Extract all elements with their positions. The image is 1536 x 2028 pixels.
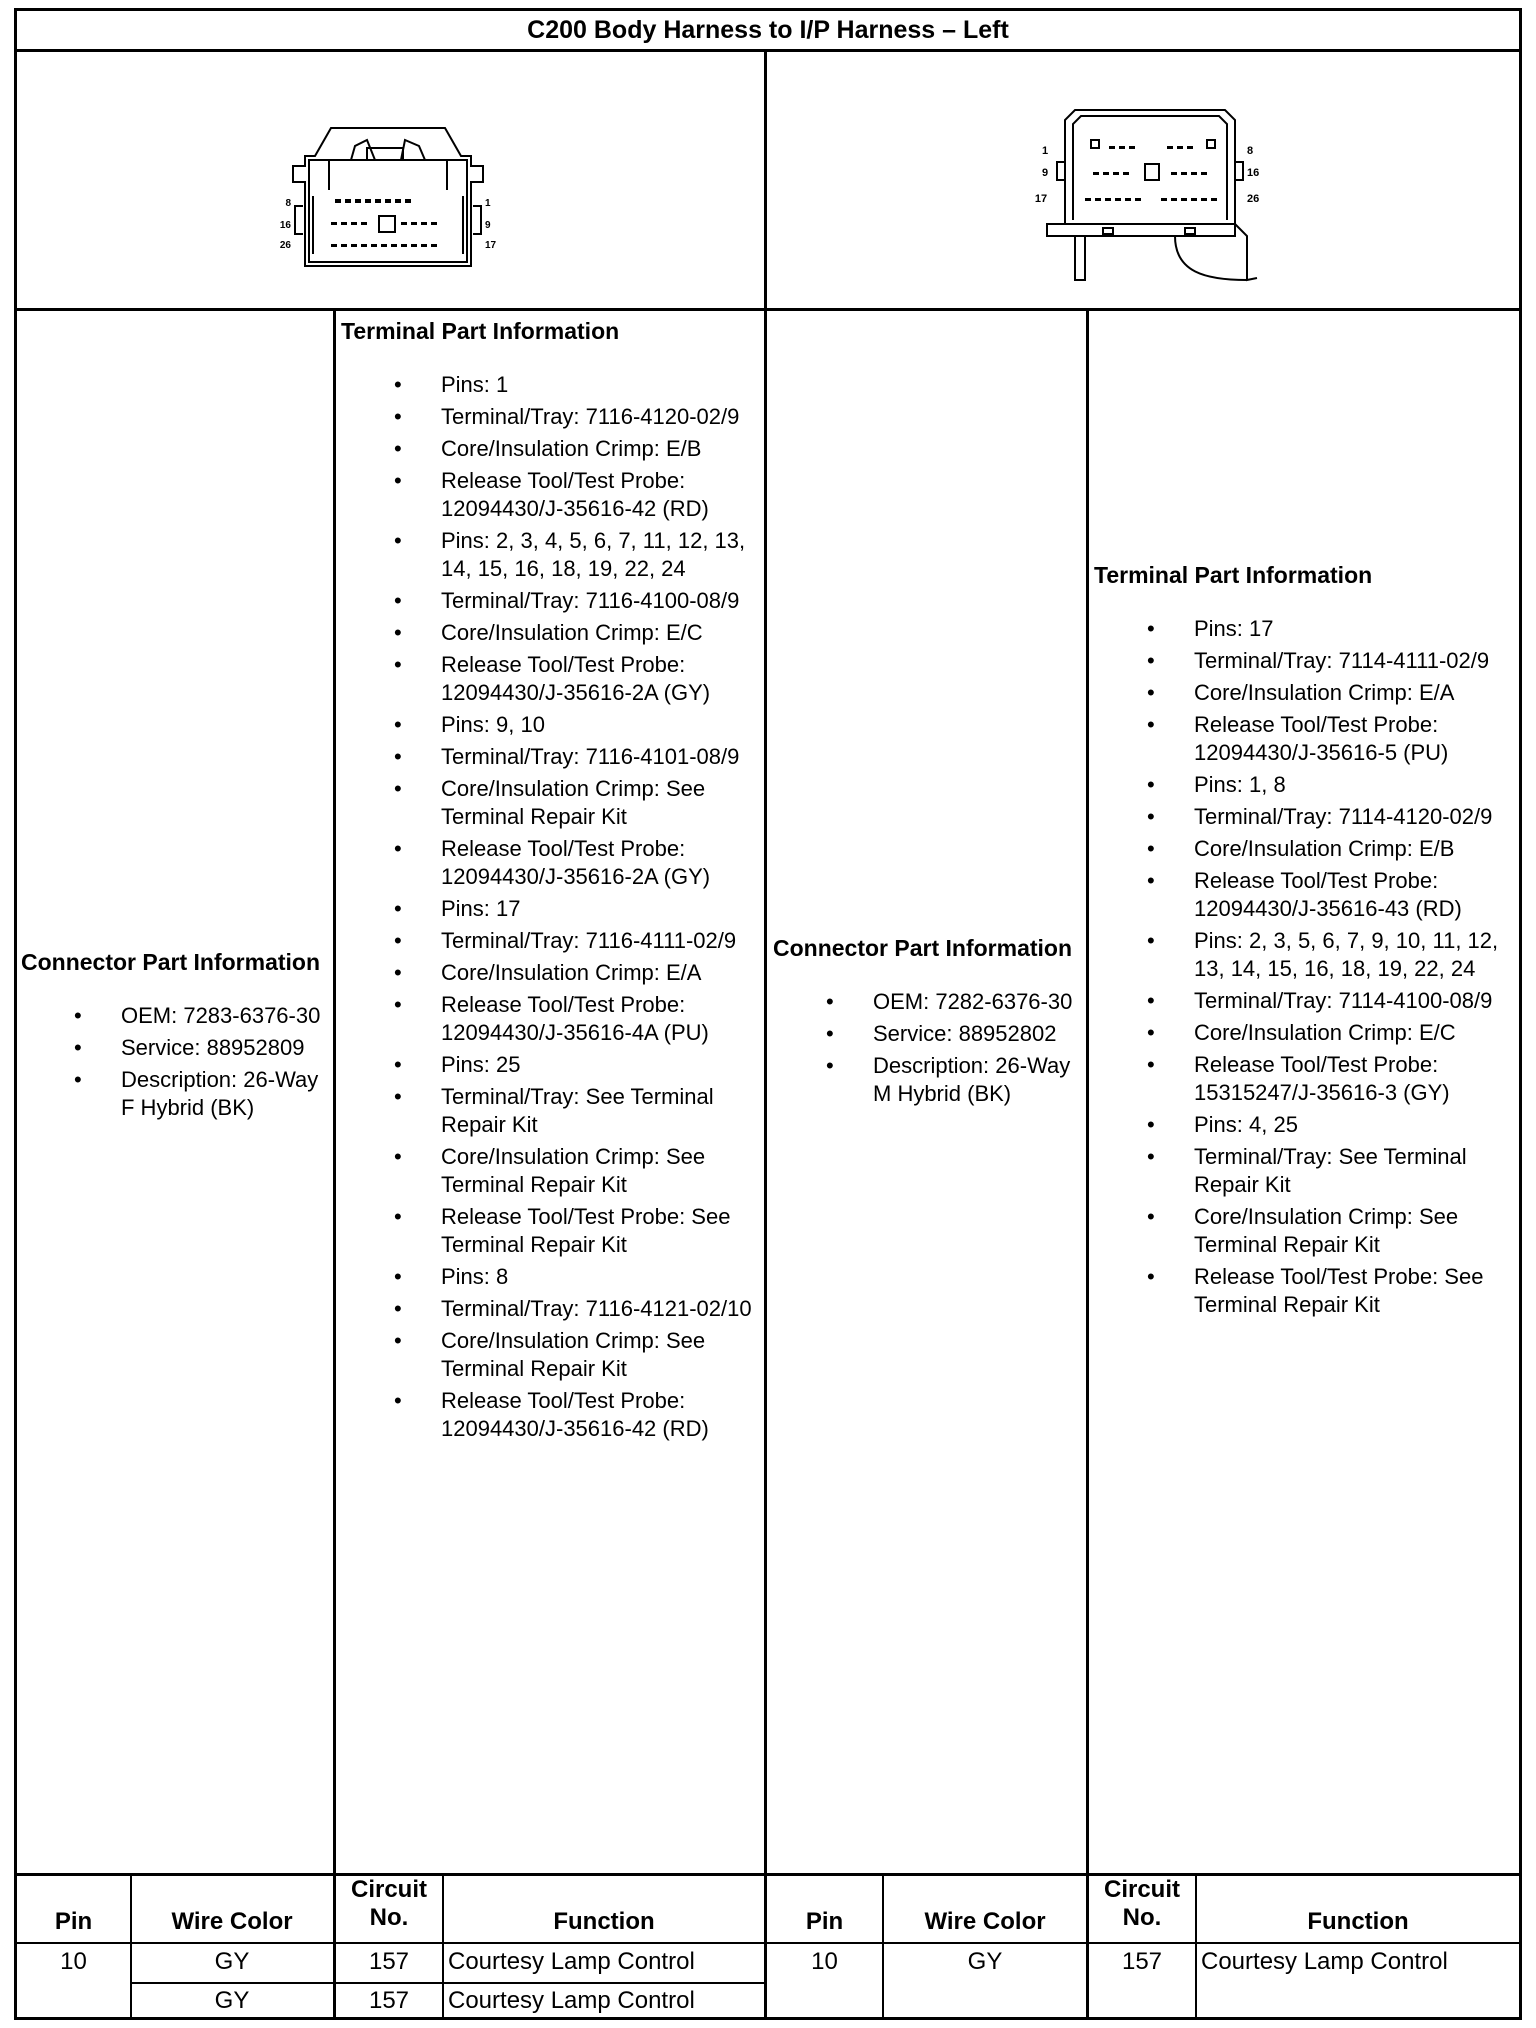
bullet-item: • Pins: 25 [341, 1051, 761, 1079]
bullet-item: • Service: 88952802 [773, 1020, 1083, 1048]
bullet-item: • Description: 26-Way M Hybrid (BK) [773, 1052, 1083, 1108]
terminal-part-header: Terminal Part Information [341, 318, 620, 344]
row-left-2-circuit: 157 [368, 1987, 410, 2014]
col-header-pin: Pin [805, 1908, 844, 1935]
bullet-item: • Release Tool/Test Probe: See Terminal Repair Kit [341, 1203, 761, 1259]
pin-label-8: 8 [1247, 145, 1254, 157]
col-header-wire-color: Wire Color [171, 1908, 293, 1935]
row-right-1-circuit: 157 [1121, 1948, 1163, 1975]
terminal-part-info-f [341, 317, 761, 1447]
table-header-divider [14, 1942, 1522, 1944]
pin-label-26: 26 [279, 240, 291, 251]
bullet-item: • Terminal/Tray: 7114-4120-02/9 [1094, 803, 1518, 831]
bullet-item: • Pins: 2, 3, 5, 6, 7, 9, 10, 11, 12, 13, 14, 15, 16, 18, 19, 22, 24 [1094, 927, 1518, 983]
bullet-item: • Release Tool/Test Probe: 12094430/J-35616-2A (GY) [341, 651, 761, 707]
bullet-item: • OEM: 7282-6376-30 [773, 988, 1083, 1016]
row-right-1-function: Courtesy Lamp Control [1201, 1948, 1448, 1975]
row-left-2-function: Courtesy Lamp Control [448, 1987, 695, 2014]
col-header-pin: Pin [54, 1908, 93, 1935]
bullet-item: • Release Tool/Test Probe: 15315247/J-35616-3 (GY) [1094, 1051, 1518, 1107]
pin-label-9: 9 [1041, 167, 1049, 179]
terminal-group [341, 1263, 761, 1443]
row-right-1-wire-color: GY [967, 1948, 1003, 1975]
pin-label-1: 1 [485, 198, 491, 209]
bullet-item: • Core/Insulation Crimp: See Terminal Repair Kit [341, 775, 761, 831]
title-divider [14, 49, 1522, 52]
bullet-item: • Pins: 4, 25 [1094, 1111, 1518, 1139]
pin-label-16: 16 [1247, 167, 1260, 179]
row-left-1-function: Courtesy Lamp Control [448, 1948, 695, 1975]
bullet-item: • Core/Insulation Crimp: See Terminal Repair Kit [1094, 1203, 1518, 1259]
pin-label-26: 26 [1247, 193, 1260, 205]
bullet-item: • Release Tool/Test Probe: 12094430/J-35616-5 (PU) [1094, 711, 1518, 767]
connector-part-header: Connector Part Information [21, 949, 321, 975]
bullet-item: • Terminal/Tray: 7114-4100-08/9 [1094, 987, 1518, 1015]
bullet-item: • Pins: 9, 10 [341, 711, 761, 739]
bullet-item: • Pins: 1 [341, 371, 761, 399]
bullet-item: • Pins: 17 [1094, 615, 1518, 643]
bullet-item: • Terminal/Tray: 7116-4101-08/9 [341, 743, 761, 771]
bullet-item: • Description: 26-Way F Hybrid (BK) [21, 1066, 331, 1122]
table-col-left-circuit [442, 1873, 444, 2020]
table-row-divider-left [132, 1982, 765, 1984]
pin-label-16: 16 [279, 220, 291, 231]
connector-part-info-m [773, 934, 1083, 1112]
table-top-divider [14, 1873, 1522, 1876]
terminal-group [1094, 927, 1518, 1107]
pin-label-1: 1 [1041, 145, 1049, 157]
row-right-1-pin: 10 [811, 1948, 838, 1975]
bullet-item: • OEM: 7283-6376-30 [21, 1002, 331, 1030]
terminal-group [341, 527, 761, 707]
pin-label-8: 8 [285, 198, 291, 209]
bullet-item: • Core/Insulation Crimp: E/B [341, 435, 761, 463]
bullet-item: • Core/Insulation Crimp: See Terminal Repair Kit [341, 1143, 761, 1199]
col-header-circuit [336, 1876, 442, 1932]
bullet-item: • Release Tool/Test Probe: 12094430/J-35616-43 (RD) [1094, 867, 1518, 923]
bullet-item: • Pins: 17 [341, 895, 761, 923]
bullet-item: • Release Tool/Test Probe: 12094430/J-35616-2A (GY) [341, 835, 761, 891]
bullet-item: • Terminal/Tray: 7116-4121-02/10 [341, 1295, 761, 1323]
col-header-function: Function [553, 1908, 655, 1935]
terminal-group [341, 895, 761, 1047]
connector-part-header: Connector Part Information [773, 935, 1073, 961]
row-left-1-circuit: 157 [368, 1948, 410, 1975]
bullet-item: • Terminal/Tray: 7114-4111-02/9 [1094, 647, 1518, 675]
bullet-item: • Core/Insulation Crimp: E/C [1094, 1019, 1518, 1047]
page-title: C200 Body Harness to I/P Harness – Left [527, 16, 1009, 44]
bullet-item: • Pins: 8 [341, 1263, 761, 1291]
col-header-function: Function [1307, 1908, 1409, 1935]
circuit-line2: No. [369, 1904, 409, 1931]
bullet-item: • Terminal/Tray: See Terminal Repair Kit [1094, 1143, 1518, 1199]
col-header-circuit [1089, 1876, 1195, 1932]
terminal-part-header: Terminal Part Information [1094, 562, 1373, 588]
row-left-1-wire-color: GY [214, 1948, 250, 1975]
table-col-right-circuit [1195, 1873, 1197, 2020]
terminal-group [341, 711, 761, 891]
pin-label-17: 17 [1034, 193, 1048, 205]
frame-top [14, 8, 1522, 11]
bullet-item: • Core/Insulation Crimp: E/C [341, 619, 761, 647]
bullet-item: • Release Tool/Test Probe: See Terminal Repair Kit [1094, 1263, 1518, 1319]
frame-bottom [14, 2017, 1522, 2020]
connector-part-info-f [21, 948, 331, 1126]
bullet-item: • Release Tool/Test Probe: 12094430/J-35616-4A (PU) [341, 991, 761, 1047]
bullet-item: • Terminal/Tray: 7116-4111-02/9 [341, 927, 761, 955]
bullet-item: • Pins: 1, 8 [1094, 771, 1518, 799]
col-header-wire-color: Wire Color [924, 1908, 1046, 1935]
bullet-item: • Core/Insulation Crimp: See Terminal Repair Kit [341, 1327, 761, 1383]
bullet-item: • Core/Insulation Crimp: E/B [1094, 835, 1518, 863]
terminal-group [1094, 771, 1518, 923]
bullet-item: • Release Tool/Test Probe: 12094430/J-35616-42 (RD) [341, 1387, 761, 1443]
circuit-line2: No. [1122, 1904, 1162, 1931]
bullet-item: • Release Tool/Test Probe: 12094430/J-35616-42 (RD) [341, 467, 761, 523]
connector-f-diagram [279, 120, 505, 270]
bullet-item: • Terminal/Tray: See Terminal Repair Kit [341, 1083, 761, 1139]
bullet-item: • Terminal/Tray: 7116-4100-08/9 [341, 587, 761, 615]
row-left-1-pin: 10 [60, 1948, 87, 1975]
connector-m-diagram [1025, 102, 1270, 282]
terminal-group [1094, 1111, 1518, 1319]
center-divider [764, 49, 767, 2020]
terminal-group [1094, 615, 1518, 767]
row-left-2-wire-color: GY [214, 1987, 250, 2014]
terminal-part-info-m [1094, 561, 1518, 1323]
pin-label-9: 9 [485, 220, 491, 231]
image-divider [14, 308, 1522, 311]
bullet-item: • Service: 88952809 [21, 1034, 331, 1062]
left-info-divider [333, 308, 336, 2020]
bullet-item: • Terminal/Tray: 7116-4120-02/9 [341, 403, 761, 431]
bullet-item: • Core/Insulation Crimp: E/A [341, 959, 761, 987]
pin-label-17: 17 [485, 240, 497, 251]
bullet-item: • Pins: 2, 3, 4, 5, 6, 7, 11, 12, 13, 14, 15, 16, 18, 19, 22, 24 [341, 527, 761, 583]
bullet-item: • Core/Insulation Crimp: E/A [1094, 679, 1518, 707]
terminal-group [341, 371, 761, 523]
circuit-line1: Circuit [1103, 1876, 1180, 1903]
circuit-line1: Circuit [350, 1876, 427, 1903]
terminal-group [341, 1051, 761, 1259]
right-info-divider [1086, 308, 1089, 2020]
